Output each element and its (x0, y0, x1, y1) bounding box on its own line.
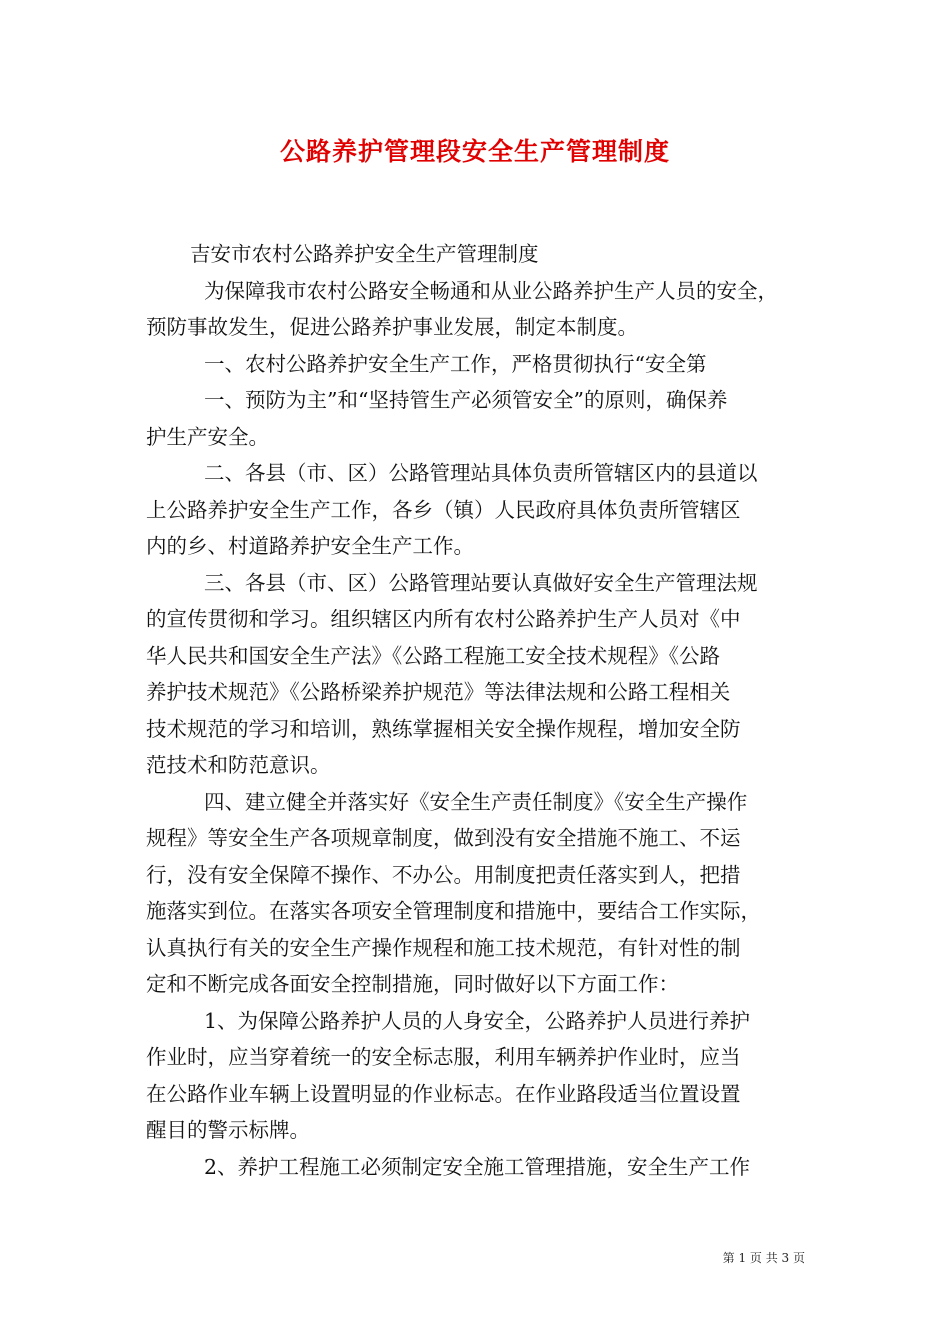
paragraph-line: 认真执行有关的安全生产操作规程和施工技术规范，有针对性的制 (146, 935, 741, 960)
paragraph-line: 内的乡、村道路养护安全生产工作。 (146, 534, 474, 558)
paragraph-line: 在公路作业车辆上设置明显的作业标志。在作业路段适当位置设置 (146, 1081, 741, 1106)
paragraph-line: 施落实到位。在落实各项安全管理制度和措施中，要结合工作实际， (146, 899, 761, 923)
paragraph-line: 预防事故发生，促进公路养护事业发展，制定本制度。 (146, 315, 638, 339)
paragraph-line: 护生产安全。 (146, 424, 269, 449)
paragraph-line: 上公路养护安全生产工作，各乡（镇）人民政府具体负责所管辖区 (146, 497, 741, 522)
paragraph-line: 四、建立健全并落实好《安全生产责任制度》《安全生产操作 (204, 789, 748, 814)
paragraph-line: 技术规范的学习和培训，熟练掌握相关安全操作规程，增加安全防 (146, 716, 741, 741)
paragraph-line: 为保障我市农村公路安全畅通和从业公路养护生产人员的安全， (204, 278, 778, 303)
subtitle-line: 吉安市农村公路养护安全生产管理制度 (190, 242, 539, 266)
page-number: 第 1 页 共 3 页 (722, 1251, 805, 1265)
paragraph-line: 2、养护工程施工必须制定安全施工管理措施，安全生产工作 (204, 1154, 751, 1179)
paragraph-line: 一、农村公路养护安全生产工作，严格贯彻执行“安全第 (204, 351, 707, 376)
paragraph-line: 养护技术规范》《公路桥梁养护规范》等法律法规和公路工程相关 (146, 680, 731, 704)
paragraph-line: 二、各县（市、区）公路管理站具体负责所管辖区内的县道以 (204, 461, 758, 485)
paragraph-line: 范技术和防范意识。 (146, 753, 331, 777)
paragraph-line: 一、预防为主”和“坚持管生产必须管安全”的原则，确保养 (204, 388, 728, 412)
paragraph-line: 的宣传贯彻和学习。组织辖区内所有农村公路养护生产人员对《中 (146, 607, 741, 631)
document-body (146, 236, 806, 1185)
paragraph-line: 三、各县（市、区）公路管理站要认真做好安全生产管理法规 (204, 570, 758, 595)
document-title: 公路养护管理段安全生产管理制度 (279, 137, 670, 166)
paragraph-line: 1、为保障公路养护人员的人身安全，公路养护人员进行养护 (204, 1008, 751, 1033)
paragraph-line: 华人民共和国安全生产法》《公路工程施工安全技术规程》《公路 (146, 643, 720, 668)
paragraph-line: 定和不断完成各面安全控制措施，同时做好以下方面工作： (146, 972, 679, 996)
paragraph-line: 作业时，应当穿着统一的安全标志服，利用车辆养护作业时，应当 (146, 1045, 741, 1069)
paragraph-line: 醒目的警示标牌。 (146, 1118, 310, 1142)
paragraph-line: 规程》等安全生产各项规章制度，做到没有安全措施不施工、不运 (146, 826, 741, 850)
paragraph-line: 行，没有安全保障不操作、不办公。用制度把责任落实到人，把措 (146, 862, 741, 887)
